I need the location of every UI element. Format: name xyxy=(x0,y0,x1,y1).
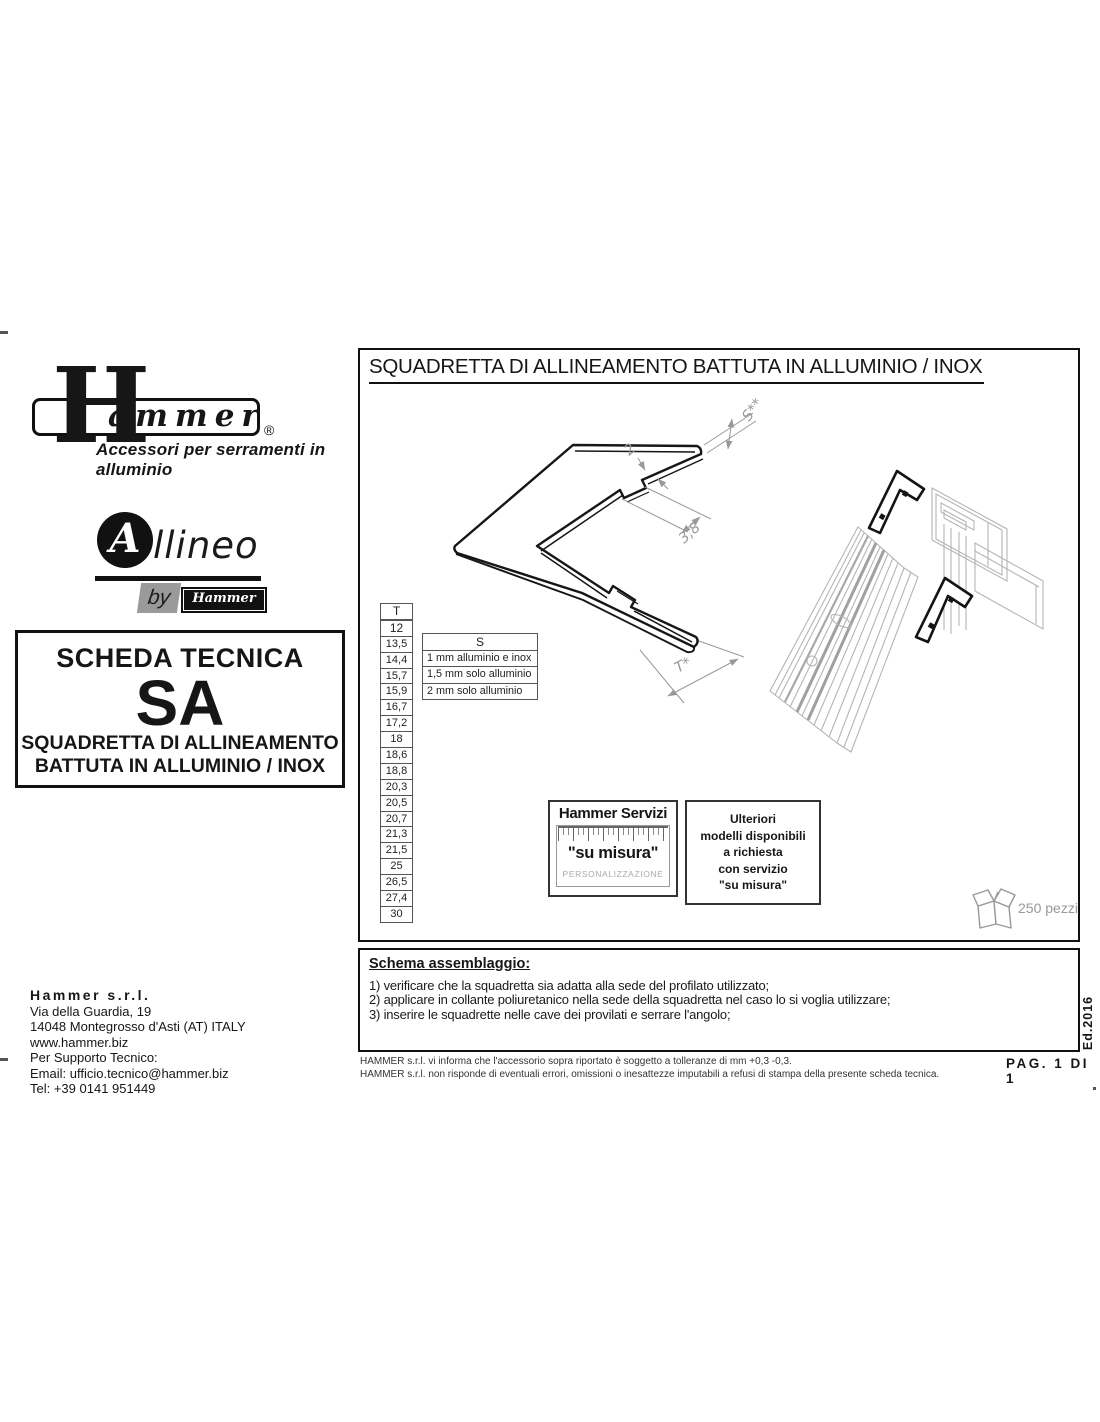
schema-items xyxy=(369,979,1059,1022)
t-table-cell: 18,6 xyxy=(380,747,413,764)
ulteriori-line: a richiesta xyxy=(723,845,783,859)
hammer-servizi-box xyxy=(548,800,678,897)
schema-assemblaggio-box xyxy=(358,948,1080,1052)
dim-notch-depth-label: 3,8 xyxy=(675,519,704,547)
t-table-cell: 26,5 xyxy=(380,874,413,891)
servizi-caption: PERSONALIZZAZIONE xyxy=(562,869,664,879)
allineo-a-letter: A xyxy=(109,515,141,562)
disclaimer xyxy=(360,1055,1000,1081)
allineo-hammer-badge xyxy=(181,587,267,613)
drawing-title: SQUADRETTA DI ALLINEAMENTO BATTUTA IN ALLUMINIO / INOX xyxy=(369,355,984,384)
page-indicator xyxy=(1006,1056,1089,1086)
disclaimer-line-2: HAMMER s.r.l. non risponde di eventuali errori, omissioni o inesattezze imputabili a refusi di stampa della presente scheda tecnica. xyxy=(360,1069,940,1080)
crop-mark xyxy=(0,331,8,334)
t-table-cell: 25 xyxy=(380,858,413,875)
hammer-logo-h: H xyxy=(52,344,151,467)
scheda-tecnica-box xyxy=(15,630,345,788)
registered-mark: ® xyxy=(264,422,275,438)
t-dimension-table xyxy=(380,603,413,923)
dim-arm-width-label: T* xyxy=(672,654,695,677)
schema-item: 2) applicare in collante poliuretanico nella sede della squadretta nel caso lo si voglia utilizzare; xyxy=(369,992,891,1008)
dim-notch-width-label: 2 xyxy=(621,440,639,460)
t-table-cell: 20,3 xyxy=(380,779,413,796)
page-number: 1 xyxy=(1006,1071,1017,1086)
t-table-cell: 16,7 xyxy=(380,699,413,716)
servizi-inner-panel xyxy=(556,825,670,887)
contact-line: www.hammer.biz xyxy=(30,1034,129,1050)
t-table-cell: 12 xyxy=(380,620,413,637)
t-table-cell: 21,5 xyxy=(380,842,413,859)
schema-item: 1) verificare che la squadretta sia adatta alla sede del profilato utilizzato; xyxy=(369,978,769,993)
s-table-row: 1,5 mm solo alluminio xyxy=(423,667,537,683)
servizi-quote: "su misura" xyxy=(567,844,659,862)
packaging-quantity: 250 pezzi xyxy=(1018,900,1078,916)
ruler-icon xyxy=(558,826,668,841)
contact-block xyxy=(30,988,330,1097)
allineo-by: by xyxy=(137,583,181,613)
t-table-cell: 18 xyxy=(380,731,413,748)
s-table-header: S xyxy=(423,634,537,651)
contact-line: Email: ufficio.tecnico@hammer.biz xyxy=(30,1065,229,1081)
s-table-row: 1 mm alluminio e inox xyxy=(423,651,537,667)
product-code: SA xyxy=(135,667,225,739)
dim-thickness-label: S** xyxy=(739,395,767,425)
crop-mark xyxy=(0,1058,8,1061)
t-table-header: T xyxy=(380,603,413,620)
t-table-cell: 17,2 xyxy=(380,715,413,732)
contact-lines xyxy=(30,1004,330,1097)
s-thickness-table xyxy=(422,633,538,700)
hammer-logo xyxy=(30,344,370,488)
schema-item: 3) inserire le squadrette nelle cave dei provilati e serrare l'angolo; xyxy=(369,1006,731,1022)
edition-label: Ed.2016 xyxy=(1081,995,1095,1051)
t-table-cell: 20,7 xyxy=(380,811,413,828)
scheda-subtitle-2: BATTUTA IN ALLUMINIO / INOX xyxy=(34,755,326,777)
allineo-hammer-badge-text: Hammer xyxy=(183,589,265,611)
allineo-underline xyxy=(95,576,261,581)
allineo-logo xyxy=(95,510,280,615)
t-table-cell: 15,9 xyxy=(380,683,413,700)
s-table-row: 2 mm solo alluminio xyxy=(427,684,523,697)
t-table-cell: 14,4 xyxy=(380,652,413,669)
t-table-cell: 27,4 xyxy=(380,890,413,907)
allineo-a-icon xyxy=(97,512,153,568)
allineo-wordmark: llineo xyxy=(153,524,259,567)
dimension-labels xyxy=(622,396,767,677)
disclaimer-line-1: HAMMER s.r.l. vi informa che l'accessorio sopra riportato è soggetto a tolleranze di mm +0,3 -0,3. xyxy=(360,1056,792,1067)
ulteriori-line: "su misura" xyxy=(718,878,788,892)
scheda-heading: SCHEDA TECNICA xyxy=(56,643,304,673)
ulteriori-line: con servizio xyxy=(718,861,788,876)
contact-line: Via della Guardia, 19 xyxy=(30,1003,152,1019)
t-table-cell: 21,3 xyxy=(380,826,413,843)
t-table-cell: 20,5 xyxy=(380,795,413,812)
profile-assembly-sketch xyxy=(770,488,1043,752)
squadretta-plate xyxy=(454,445,703,652)
hammer-logo-wordmark: ammer xyxy=(108,398,265,434)
carton-box-icon xyxy=(970,882,1018,932)
contact-line: Per Supporto Tecnico: xyxy=(30,1050,158,1065)
t-table-cell: 30 xyxy=(380,906,413,923)
hammer-tagline: Accessori per serramenti in alluminio xyxy=(96,440,326,479)
t-table-cell: 13,5 xyxy=(380,636,413,653)
page-label: PAG. 1 DI xyxy=(1006,1056,1090,1071)
drawing-panel xyxy=(358,348,1080,942)
contact-line: 14048 Montegrosso d'Asti (AT) ITALY xyxy=(30,1019,246,1034)
crop-mark xyxy=(1093,1087,1096,1090)
ulteriori-line: modelli disponibili xyxy=(700,828,806,843)
servizi-title: Hammer Servizi xyxy=(558,805,668,822)
t-table-cell: 18,8 xyxy=(380,763,413,780)
ulteriori-line: Ulteriori xyxy=(729,812,776,826)
contact-line: Tel: +39 0141 951449 xyxy=(30,1081,156,1096)
schema-title: Schema assemblaggio: xyxy=(369,956,531,972)
company-name: Hammer s.r.l. xyxy=(30,987,151,1003)
scheda-subtitle-1: SQUADRETTA DI ALLINEAMENTO xyxy=(21,732,339,754)
ulteriori-box xyxy=(685,800,821,905)
t-table-cell: 15,7 xyxy=(380,668,413,685)
assembly-brackets xyxy=(869,471,972,642)
